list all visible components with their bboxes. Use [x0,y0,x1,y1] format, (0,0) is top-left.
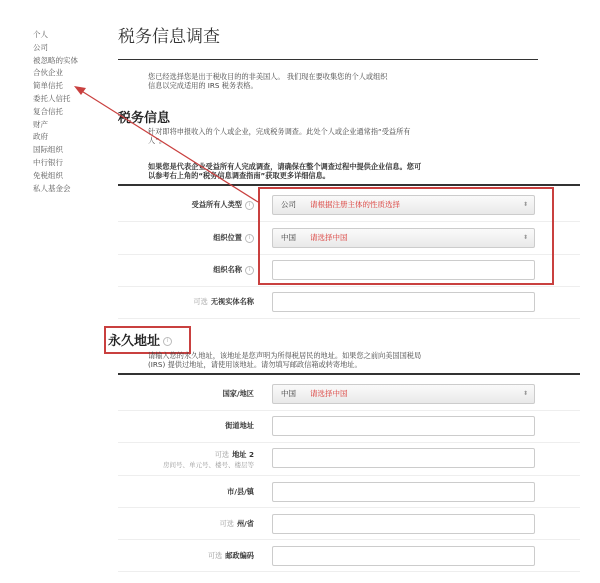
annotation-hint: 请选择中国 [310,389,348,398]
sidebar-item[interactable]: 被忽略的实体 [33,55,78,65]
sidebar-item[interactable]: 公司 [33,42,48,52]
sidebar-item[interactable]: 合伙企业 [33,68,63,78]
country-select[interactable]: 中国 请选择中国 ⬍ [272,384,535,404]
address2-sublabel: 房间号、单元号、楼号、楼层等 [163,461,254,469]
select-arrows-icon: ⬍ [522,390,528,397]
org-name-label: 组织名称 i [213,265,254,275]
country-label: 国家/地区 [222,389,254,398]
tax-info-heading: 税务信息 [118,111,171,126]
org-location-label: 组织位置 i [213,233,254,243]
tax-info-desc: 针对即将申报收入的个人或企业，完成税务调查。此处个人或企业通常指“受益所有人”。 [148,127,411,145]
city-label: 市/县/镇 [227,487,254,496]
owner-type-label: 受益所有人类型 i [192,200,254,210]
state-label: 可选 州/省 [219,519,254,528]
info-icon[interactable]: i [245,201,254,210]
annotation-hint: 请根据注册主体的性质选择 [310,200,400,209]
address-desc: 请输入您的永久地址，该地址是您声明为所得税居民的地址。如果您之前向美国国税局 (IRS) 提供过地址，请使用该地址。请勿填写邮政信箱或转寄地址。 [148,351,422,369]
info-icon[interactable]: i [245,266,254,275]
intro-text: 您已经选择您是出于税收目的的非美国人。 我们现在要收集您的个人或组织信息以完成适用的 IRS 税务表格。 [148,72,388,90]
sidebar-item[interactable]: 个人 [33,30,48,39]
sidebar-item[interactable]: 私人基金会 [33,183,71,193]
annotation-hint: 请选择中国 [310,233,348,242]
sidebar-item[interactable]: 免税组织 [33,170,63,180]
select-arrows-icon: ⬍ [522,234,528,241]
sidebar-item[interactable]: 国际组织 [33,145,63,155]
sidebar-item[interactable]: 政府 [33,132,48,142]
org-location-select[interactable]: 中国 请选择中国 ⬍ [272,228,535,248]
info-icon[interactable]: i [163,337,172,346]
address2-label: 可选 地址 2 房间号、单元号、楼号、楼层等 [163,450,254,469]
info-icon[interactable]: i [245,234,254,243]
sidebar-item[interactable]: 简单信托 [33,81,63,91]
zip-label: 可选 邮政编码 [207,551,254,560]
address-heading: 永久地址 i [108,330,172,349]
disregarded-name-label: 可选 无视实体名称 [193,297,254,306]
street-label: 街道地址 [225,421,254,430]
sidebar-item[interactable]: 复合信托 [33,106,63,116]
select-arrows-icon: ⬍ [522,201,528,208]
owner-type-select[interactable]: 公司 请根据注册主体的性质选择 ⬍ [272,195,535,215]
page-title: 税务信息调查 [118,27,220,47]
sidebar-item[interactable]: 委托人信托 [33,93,71,103]
sidebar-item[interactable]: 中行银行 [33,157,63,167]
sidebar-item[interactable]: 财产 [33,119,48,129]
tax-info-note: 如果您是代表企业受益所有人完成调查，请确保在整个调查过程中提供企业信息。您可以参考右上角的“税务信息调查指南”获取更多详细信息。 [148,162,422,180]
